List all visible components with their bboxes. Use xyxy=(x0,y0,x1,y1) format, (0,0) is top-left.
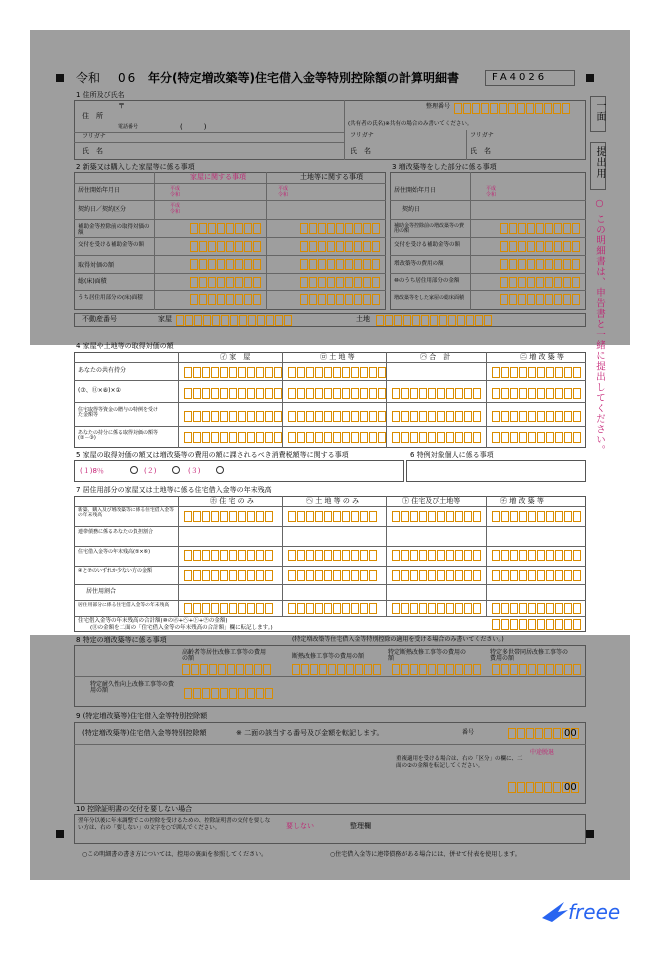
co-owner-note: (共有者の氏名)※共有の場合のみ書いてください。 xyxy=(348,121,473,127)
sec8-field-2[interactable] xyxy=(292,664,382,675)
sec7-field-b3[interactable] xyxy=(288,550,378,561)
col-land-label: 土地等に関する事項 xyxy=(300,173,363,181)
sec7-field-c6[interactable] xyxy=(392,603,482,614)
address-label: 住 所 xyxy=(82,112,103,120)
section-8-note: (特定増改築等住宅借入金等特別控除の適用を受ける場合のみ書いてください。) xyxy=(292,636,504,643)
house-amount-field-4[interactable] xyxy=(190,277,262,288)
sec4-row-1: あなたの共有持分 xyxy=(78,367,127,374)
sec3-row-6: ⑩のうち居住用部分の金額 xyxy=(394,278,460,284)
sec4-field-a2[interactable] xyxy=(184,388,283,399)
sec3-row-2: 契約日 xyxy=(402,206,421,213)
fudosan-land: 土地 xyxy=(356,315,370,323)
sec3-row-5: 増改築等の費用の額 xyxy=(394,261,444,267)
divider xyxy=(154,172,155,310)
divider xyxy=(266,172,267,310)
sec8-item-4: 特定多世帯同居改修工事等の費用の額 xyxy=(490,649,569,662)
sec8-field-4[interactable] xyxy=(492,664,582,675)
sec7-field-d3[interactable] xyxy=(492,550,582,561)
sec5-rate-c: (３) xyxy=(188,467,201,475)
sec4-field-c2[interactable] xyxy=(392,388,482,399)
divider xyxy=(74,584,586,585)
divider xyxy=(74,219,386,220)
sec3-row-7: 増改築等をした家屋の総床面積 xyxy=(394,295,465,301)
sec4-col-3: ㋩ 合 計 xyxy=(420,353,451,361)
sec2-row-5: 取得対価の額 xyxy=(78,262,115,269)
house-amount-field-1[interactable] xyxy=(190,223,262,234)
sec9-bango: 番号 xyxy=(462,729,475,736)
sec4-col-4: ㋥ 増 改 築 等 xyxy=(520,353,564,361)
sec4-field-d4[interactable] xyxy=(492,432,582,443)
divider xyxy=(74,526,586,527)
sec5-rate-b: (２) xyxy=(144,467,157,475)
section-5-frame xyxy=(74,460,404,482)
sec2-row-4: 交付を受ける補助金等の額 xyxy=(78,242,145,248)
sec2-row-3: 補助金等控除前の取得対価の額 xyxy=(78,224,150,236)
copy-label: 一面 xyxy=(594,100,605,122)
era-label: 令和 xyxy=(76,71,101,85)
form-code: FA4026 xyxy=(492,72,548,83)
sec4-field-d2[interactable] xyxy=(492,388,582,399)
divider xyxy=(74,362,586,363)
sec7-field-d6[interactable] xyxy=(492,603,582,614)
footer-note-1: ○この明細書の書き方については、控用の裏面を参照してください。 xyxy=(82,851,268,858)
house-amount-field-3[interactable] xyxy=(190,259,262,270)
divider xyxy=(74,200,386,201)
sec4-col-2: ㋺ 土 地 等 xyxy=(320,353,355,361)
sec3-field-1[interactable] xyxy=(500,223,581,234)
house-amount-field-2[interactable] xyxy=(190,241,262,252)
land-amount-field-3[interactable] xyxy=(300,259,381,270)
divider xyxy=(386,496,387,616)
sec4-row-4: あなたの持分に係る取得対価の額等(②－③) xyxy=(78,430,159,441)
sec10-yoshinai[interactable]: 要しない xyxy=(286,822,314,830)
divider xyxy=(74,744,586,745)
freee-logo xyxy=(540,898,640,928)
sec5-check-b[interactable] xyxy=(172,466,180,474)
section-10-title: 10 控除証明書の交付を要しない場合 xyxy=(76,805,193,813)
sec8-field-1[interactable] xyxy=(182,664,272,675)
sec8-item-5: 特定耐久性向上改修工事等の費用の額 xyxy=(90,681,175,694)
sec2-row-1: 居住開始年月日 xyxy=(78,187,121,194)
section-4-title: 4 家屋や土地等の取得対価の額 xyxy=(76,342,174,350)
divider xyxy=(466,130,467,160)
divider xyxy=(178,496,179,616)
land-amount-field-2[interactable] xyxy=(300,241,381,252)
divider xyxy=(74,183,386,184)
sec10-seiri: 整理欄 xyxy=(350,822,371,830)
divider xyxy=(74,616,586,617)
sec10-text: 翌年分以後に年末調整でこの控除を受けるための、控除証明書の交付を要しない方は、右の「要しない」の文字を○で囲んでください。 xyxy=(78,818,271,832)
sec7-row-2: 連帯債務に係るあなたの負担割合 xyxy=(78,529,154,535)
divider xyxy=(74,506,586,507)
phone-label: 電話番号 xyxy=(118,124,139,130)
section-6-frame xyxy=(406,460,586,482)
divider xyxy=(74,273,386,274)
sec2-row-6: 総(床)面積 xyxy=(78,278,107,285)
sec3-era: 平成 令和 xyxy=(486,186,497,198)
sec2-row-2: 契約日／契約区分 xyxy=(78,206,127,213)
fudosan-row xyxy=(74,313,586,327)
divider xyxy=(390,237,586,238)
sec5-rate-a: (１)8％ xyxy=(80,467,104,475)
registration-mark xyxy=(586,830,594,838)
section-1-title: 1 住所及び氏名 xyxy=(76,91,125,99)
land-amount-field-5[interactable] xyxy=(300,294,381,305)
land-amount-field-4[interactable] xyxy=(300,277,381,288)
divider xyxy=(470,172,471,310)
divider xyxy=(74,237,386,238)
sec5-check-a[interactable] xyxy=(130,466,138,474)
phone-parens: ( ) xyxy=(180,123,207,131)
registration-mark xyxy=(56,74,64,82)
sec3-row-1: 居住開始年月日 xyxy=(394,187,437,194)
sec8-field-5[interactable] xyxy=(184,688,274,699)
section-6-title: 6 特例対象個人に係る事項 xyxy=(410,451,494,459)
fudosan-label: 不動産番号 xyxy=(82,315,117,323)
sec4-field-b4[interactable] xyxy=(288,432,387,443)
sec4-field-d1[interactable] xyxy=(492,367,582,378)
sec4-col-1: ㋑ 家 屋 xyxy=(220,353,251,361)
sec7-row-6: 居住用部分に係る住宅借入金等の年末残高 xyxy=(78,603,170,608)
sec7-row-1: 新築、購入及び増改築等に係る住宅借入金等の年末残高 xyxy=(78,508,174,518)
section-8-title: 8 特定の増改築等に係る事項 xyxy=(76,636,167,644)
sec4-field-a4[interactable] xyxy=(184,432,283,443)
sec9-zeros-2: 00 xyxy=(564,782,577,793)
sec7-field-c4[interactable] xyxy=(392,570,482,581)
fudosan-land-field[interactable] xyxy=(376,315,493,326)
sec7-row-3: 住宅借入金等の年末残高(⑤×⑥) xyxy=(78,549,151,555)
sec8-item-3: 特定断熱改修工事等の費用の額 xyxy=(388,649,467,662)
sec4-field-a1[interactable] xyxy=(184,367,283,378)
divider xyxy=(390,273,586,274)
fudosan-house-field[interactable] xyxy=(176,315,293,326)
divider xyxy=(390,290,586,291)
sec3-field-4[interactable] xyxy=(500,277,581,288)
sec7-row-4: ④と⑦のいずれか少ない方の金額 xyxy=(78,568,152,574)
era-contract: 平成 令和 xyxy=(170,203,181,215)
sec7-footer-1: 住宅借入金等の年末残高の合計額(⑩の㋭+㋬+㋣+㋠の金額) xyxy=(78,618,228,624)
year-value: 06 xyxy=(118,71,138,85)
divider xyxy=(74,380,586,381)
col-house-label: 家屋に関する事項 xyxy=(190,173,246,181)
sec3-field-2[interactable] xyxy=(500,241,581,252)
sec4-row-2: (⑦、⑪×⑧)×① xyxy=(78,387,121,394)
name-label-2: 氏 名 xyxy=(350,147,371,155)
divider xyxy=(74,426,586,427)
divider xyxy=(390,255,586,256)
sec5-check-c[interactable] xyxy=(216,466,224,474)
registration-mark xyxy=(586,74,594,82)
furigana-label-3: フリガナ xyxy=(470,132,494,139)
sec7-col-1: ㋭ 住 宅 の み xyxy=(210,497,254,505)
divider xyxy=(74,600,586,601)
divider xyxy=(74,546,586,547)
bird-icon xyxy=(540,898,570,926)
sec7-col-3: ㋣ 住宅及び土地等 xyxy=(402,497,461,505)
land-amount-field-1[interactable] xyxy=(300,223,381,234)
tax-form-sheet xyxy=(30,30,630,880)
divider xyxy=(344,100,345,160)
logo-text: freee xyxy=(568,900,621,924)
sec7-field-b6[interactable] xyxy=(288,603,378,614)
sec9-row-note: ※ 二面の該当する番号及び金額を転記します。 xyxy=(236,729,384,737)
sec4-field-b1[interactable] xyxy=(288,367,387,378)
furigana-label-2: フリガナ xyxy=(350,132,374,139)
era-land: 平成 令和 xyxy=(278,186,289,198)
sec2-row-7: うち居住用部分の(床)面積 xyxy=(78,295,143,301)
postal-mark: 〒 xyxy=(118,102,125,110)
sec7-field-a6[interactable] xyxy=(184,603,274,614)
divider xyxy=(74,676,586,677)
sec9-chuuto: 中途脱退 xyxy=(530,749,555,756)
sec7-col-4: ㋠ 増 改 築 等 xyxy=(500,497,544,505)
divider xyxy=(282,496,283,616)
sec7-row-5: 居住用割合 xyxy=(86,588,117,595)
name-label-3: 氏 名 xyxy=(470,147,491,155)
seiri-number-field[interactable] xyxy=(454,103,571,114)
divider xyxy=(178,352,179,448)
sec9-row-label: (特定増改築等)住宅借入金等特別控除額 xyxy=(82,729,207,737)
sec7-field-b1[interactable] xyxy=(288,511,378,522)
sec4-field-b2[interactable] xyxy=(288,388,387,399)
divider xyxy=(74,142,344,143)
sec3-field-3[interactable] xyxy=(500,259,581,270)
form-title: 年分(特定増改築等)住宅借入金等特別控除額の計算明細書 xyxy=(148,71,459,85)
divider xyxy=(390,219,586,220)
section-2-title: 2 新築又は購入した家屋等に係る事項 xyxy=(76,163,195,171)
house-amount-field-5[interactable] xyxy=(190,294,262,305)
section-5-title: 5 家屋の取得対価の額又は増改築等の費用の額に課されるべき消費税額等に関する事項 xyxy=(76,451,349,459)
name-label: 氏 名 xyxy=(82,147,103,155)
divider xyxy=(390,200,586,201)
sec7-total-field[interactable] xyxy=(492,619,582,630)
sec7-field-a1[interactable] xyxy=(184,511,274,522)
sec4-field-b3[interactable] xyxy=(288,411,387,422)
divider xyxy=(486,496,487,616)
divider xyxy=(486,352,487,448)
sec4-field-a3[interactable] xyxy=(184,411,283,422)
sec7-field-c3[interactable] xyxy=(392,550,482,561)
sec7-footer-2: (⑪の金額を二面の「住宅借入金等の年末残高の合計額」欄に転記します。) xyxy=(90,625,273,631)
sec3-row-4: 交付を受ける補助金等の額 xyxy=(394,242,461,248)
sec7-field-d1[interactable] xyxy=(492,511,582,522)
divider xyxy=(74,132,344,133)
submit-label: 提出用 xyxy=(594,146,605,179)
side-note: ○ この明細書は、申告書と一緒に提出してください。 xyxy=(594,198,605,456)
registration-mark xyxy=(56,830,64,838)
divider xyxy=(74,566,586,567)
sec9-zeros: 00 xyxy=(564,728,577,739)
furigana-label: フリガナ xyxy=(82,133,106,140)
sec8-field-3[interactable] xyxy=(392,664,482,675)
footer-note-2: ○住宅借入金等に連帯債務がある場合には、併せて付表を使用します。 xyxy=(330,851,521,858)
era-house: 平成 令和 xyxy=(170,186,181,198)
sec8-item-2: 断熱改修工事等の費用の額 xyxy=(292,653,365,660)
sec4-field-c3[interactable] xyxy=(392,411,482,422)
sec8-item-1: 高齢者等居住改修工事等の費用の額 xyxy=(182,649,267,662)
divider xyxy=(74,402,586,403)
sec3-row-3: 補助金等控除前の増改築等の費用の額 xyxy=(394,223,465,234)
sec7-field-c1[interactable] xyxy=(392,511,482,522)
sec3-field-5[interactable] xyxy=(500,294,581,305)
section-9-title: 9 (特定増改築等)住宅借入金等特別控除額 xyxy=(76,712,208,720)
sec7-field-b4[interactable] xyxy=(288,570,378,581)
sec4-row-3: 住宅取得等資金の贈与の特例を受けた金額等 xyxy=(78,407,159,418)
seiri-label: 整理番号 xyxy=(426,103,451,110)
sec7-col-2: ㋬ 土 地 等 の み xyxy=(306,497,360,505)
sec7-field-a3[interactable] xyxy=(184,550,274,561)
sec9-jikkou: 重複適用を受ける場合は、右の「区分」の欄に、二面の②の金額を転記してください。 xyxy=(396,756,523,770)
sec7-field-d4[interactable] xyxy=(492,570,582,581)
fudosan-house: 家屋 xyxy=(158,315,172,323)
divider xyxy=(74,255,386,256)
sec4-field-c4[interactable] xyxy=(392,432,482,443)
divider xyxy=(74,290,386,291)
sec7-field-a4[interactable] xyxy=(184,570,274,581)
section-3-title: 3 増改築等をした部分に係る事項 xyxy=(392,163,497,171)
section-7-title: 7 居住用部分の家屋又は土地等に係る住宅借入金等の年末残高 xyxy=(76,486,272,494)
sec4-field-d3[interactable] xyxy=(492,411,582,422)
